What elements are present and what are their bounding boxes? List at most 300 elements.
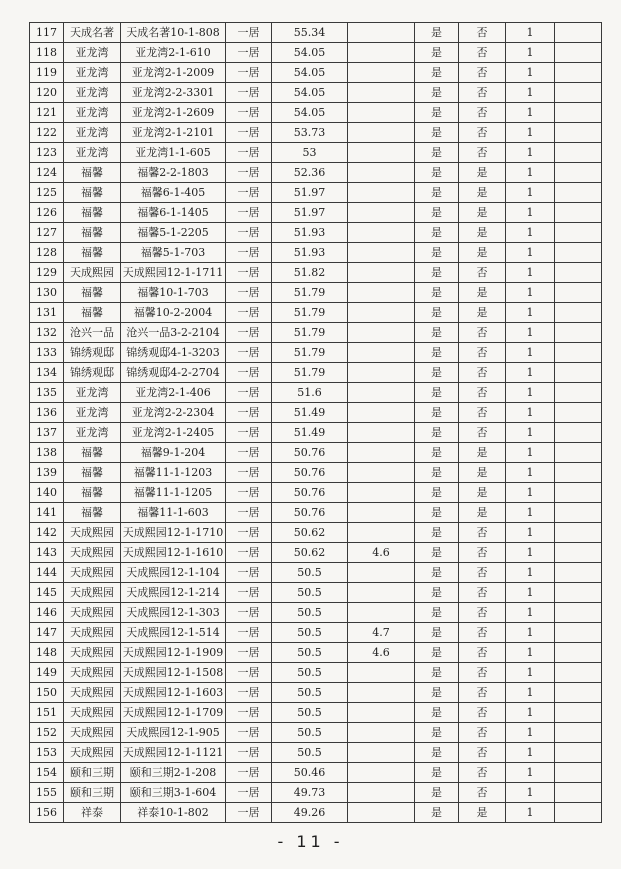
cell-index: 124 xyxy=(30,163,64,183)
cell-area: 51.97 xyxy=(272,203,348,223)
cell-flag-b: 否 xyxy=(459,783,506,803)
table-row xyxy=(30,103,602,123)
cell-layout: 一居 xyxy=(226,803,272,823)
cell-area: 51.79 xyxy=(272,323,348,343)
cell-index: 146 xyxy=(30,603,64,623)
cell-community: 亚龙湾 xyxy=(64,383,121,403)
cell-note xyxy=(555,743,602,763)
cell-unit: 天成熙园12-1-1909 xyxy=(121,643,226,663)
table-row xyxy=(30,323,602,343)
cell-note xyxy=(555,463,602,483)
cell-flag-b: 否 xyxy=(459,763,506,783)
cell-flag-a: 是 xyxy=(415,343,459,363)
cell-layout: 一居 xyxy=(226,383,272,403)
cell-community: 亚龙湾 xyxy=(64,403,121,423)
cell-flag-b: 否 xyxy=(459,683,506,703)
cell-area: 54.05 xyxy=(272,83,348,103)
cell-count: 1 xyxy=(506,103,555,123)
cell-count: 1 xyxy=(506,763,555,783)
cell-flag-b: 否 xyxy=(459,343,506,363)
cell-community: 福馨 xyxy=(64,223,121,243)
cell-flag-a: 是 xyxy=(415,403,459,423)
cell-layout: 一居 xyxy=(226,303,272,323)
cell-layout: 一居 xyxy=(226,163,272,183)
cell-flag-a: 是 xyxy=(415,583,459,603)
cell-index: 135 xyxy=(30,383,64,403)
cell-flag-b: 否 xyxy=(459,643,506,663)
cell-community: 天成熙园 xyxy=(64,583,121,603)
cell-layout: 一居 xyxy=(226,483,272,503)
cell-extra xyxy=(348,463,415,483)
cell-unit: 福馨5-1-703 xyxy=(121,243,226,263)
table-row xyxy=(30,743,602,763)
cell-flag-b: 否 xyxy=(459,403,506,423)
cell-extra xyxy=(348,703,415,723)
cell-note xyxy=(555,643,602,663)
cell-flag-b: 是 xyxy=(459,303,506,323)
cell-note xyxy=(555,683,602,703)
cell-layout: 一居 xyxy=(226,263,272,283)
table-row xyxy=(30,603,602,623)
cell-index: 154 xyxy=(30,763,64,783)
cell-note xyxy=(555,483,602,503)
cell-index: 121 xyxy=(30,103,64,123)
cell-flag-b: 否 xyxy=(459,83,506,103)
cell-extra xyxy=(348,263,415,283)
cell-layout: 一居 xyxy=(226,203,272,223)
cell-flag-b: 否 xyxy=(459,523,506,543)
cell-extra xyxy=(348,323,415,343)
cell-area: 54.05 xyxy=(272,103,348,123)
cell-extra xyxy=(348,143,415,163)
cell-unit: 福馨2-2-1803 xyxy=(121,163,226,183)
cell-note xyxy=(555,343,602,363)
cell-layout: 一居 xyxy=(226,683,272,703)
cell-flag-a: 是 xyxy=(415,443,459,463)
cell-note xyxy=(555,703,602,723)
cell-extra xyxy=(348,23,415,43)
cell-flag-a: 是 xyxy=(415,543,459,563)
cell-extra: 4.6 xyxy=(348,643,415,663)
cell-flag-b: 否 xyxy=(459,703,506,723)
cell-unit: 亚龙湾2-2-2304 xyxy=(121,403,226,423)
cell-flag-a: 是 xyxy=(415,363,459,383)
cell-area: 50.76 xyxy=(272,443,348,463)
cell-index: 136 xyxy=(30,403,64,423)
cell-count: 1 xyxy=(506,83,555,103)
cell-count: 1 xyxy=(506,603,555,623)
cell-extra xyxy=(348,503,415,523)
cell-unit: 福馨11-1-603 xyxy=(121,503,226,523)
cell-count: 1 xyxy=(506,443,555,463)
cell-flag-a: 是 xyxy=(415,283,459,303)
cell-index: 126 xyxy=(30,203,64,223)
cell-area: 51.6 xyxy=(272,383,348,403)
cell-extra xyxy=(348,443,415,463)
cell-note xyxy=(555,183,602,203)
cell-flag-b: 否 xyxy=(459,63,506,83)
cell-index: 152 xyxy=(30,723,64,743)
cell-count: 1 xyxy=(506,123,555,143)
table-row xyxy=(30,803,602,823)
cell-flag-a: 是 xyxy=(415,383,459,403)
cell-flag-a: 是 xyxy=(415,503,459,523)
cell-flag-b: 否 xyxy=(459,603,506,623)
cell-area: 50.5 xyxy=(272,643,348,663)
cell-flag-a: 是 xyxy=(415,163,459,183)
cell-unit: 天成熙园12-1-1603 xyxy=(121,683,226,703)
cell-count: 1 xyxy=(506,303,555,323)
cell-layout: 一居 xyxy=(226,443,272,463)
cell-unit: 天成熙园12-1-514 xyxy=(121,623,226,643)
cell-unit: 颐和三期2-1-208 xyxy=(121,763,226,783)
table-row xyxy=(30,663,602,683)
cell-flag-a: 是 xyxy=(415,663,459,683)
cell-unit: 锦绣观邸4-1-3203 xyxy=(121,343,226,363)
cell-extra xyxy=(348,483,415,503)
table-row xyxy=(30,203,602,223)
cell-layout: 一居 xyxy=(226,343,272,363)
table-row xyxy=(30,63,602,83)
table-row xyxy=(30,403,602,423)
cell-unit: 天成熙园12-1-104 xyxy=(121,563,226,583)
cell-count: 1 xyxy=(506,543,555,563)
cell-unit: 天成熙园12-1-905 xyxy=(121,723,226,743)
cell-community: 福馨 xyxy=(64,243,121,263)
cell-index: 120 xyxy=(30,83,64,103)
table-row xyxy=(30,123,602,143)
cell-unit: 天成熙园12-1-214 xyxy=(121,583,226,603)
cell-community: 亚龙湾 xyxy=(64,123,121,143)
cell-note xyxy=(555,623,602,643)
table-body xyxy=(30,23,602,823)
cell-flag-b: 否 xyxy=(459,23,506,43)
cell-unit: 亚龙湾1-1-605 xyxy=(121,143,226,163)
cell-flag-a: 是 xyxy=(415,563,459,583)
cell-count: 1 xyxy=(506,63,555,83)
cell-note xyxy=(555,143,602,163)
cell-area: 50.5 xyxy=(272,663,348,683)
cell-count: 1 xyxy=(506,283,555,303)
table-row xyxy=(30,83,602,103)
cell-extra xyxy=(348,183,415,203)
table-row xyxy=(30,343,602,363)
cell-flag-a: 是 xyxy=(415,603,459,623)
cell-extra xyxy=(348,363,415,383)
cell-count: 1 xyxy=(506,683,555,703)
cell-unit: 福馨9-1-204 xyxy=(121,443,226,463)
cell-flag-a: 是 xyxy=(415,263,459,283)
cell-extra xyxy=(348,683,415,703)
cell-layout: 一居 xyxy=(226,103,272,123)
cell-note xyxy=(555,403,602,423)
cell-flag-a: 是 xyxy=(415,643,459,663)
cell-unit: 亚龙湾2-1-406 xyxy=(121,383,226,403)
cell-flag-a: 是 xyxy=(415,783,459,803)
cell-community: 亚龙湾 xyxy=(64,83,121,103)
cell-extra xyxy=(348,603,415,623)
table-row xyxy=(30,43,602,63)
cell-flag-b: 否 xyxy=(459,143,506,163)
cell-flag-a: 是 xyxy=(415,483,459,503)
cell-extra xyxy=(348,423,415,443)
cell-index: 122 xyxy=(30,123,64,143)
cell-flag-a: 是 xyxy=(415,743,459,763)
cell-extra xyxy=(348,283,415,303)
cell-flag-b: 是 xyxy=(459,203,506,223)
cell-index: 149 xyxy=(30,663,64,683)
cell-flag-a: 是 xyxy=(415,223,459,243)
cell-layout: 一居 xyxy=(226,283,272,303)
cell-count: 1 xyxy=(506,703,555,723)
cell-extra xyxy=(348,63,415,83)
table-row xyxy=(30,523,602,543)
cell-count: 1 xyxy=(506,163,555,183)
cell-count: 1 xyxy=(506,43,555,63)
table-row xyxy=(30,23,602,43)
cell-layout: 一居 xyxy=(226,623,272,643)
cell-unit: 天成熙园12-1-1508 xyxy=(121,663,226,683)
cell-unit: 亚龙湾2-1-2405 xyxy=(121,423,226,443)
cell-unit: 天成熙园12-1-1711 xyxy=(121,263,226,283)
cell-flag-b: 否 xyxy=(459,263,506,283)
cell-area: 50.76 xyxy=(272,463,348,483)
cell-flag-a: 是 xyxy=(415,303,459,323)
cell-community: 福馨 xyxy=(64,443,121,463)
cell-unit: 福馨11-1-1205 xyxy=(121,483,226,503)
cell-count: 1 xyxy=(506,723,555,743)
table-row xyxy=(30,283,602,303)
cell-index: 140 xyxy=(30,483,64,503)
cell-note xyxy=(555,223,602,243)
cell-layout: 一居 xyxy=(226,583,272,603)
table-row xyxy=(30,483,602,503)
cell-flag-a: 是 xyxy=(415,23,459,43)
cell-flag-b: 否 xyxy=(459,363,506,383)
cell-index: 138 xyxy=(30,443,64,463)
cell-flag-b: 否 xyxy=(459,583,506,603)
cell-count: 1 xyxy=(506,503,555,523)
cell-flag-b: 是 xyxy=(459,483,506,503)
cell-flag-b: 是 xyxy=(459,443,506,463)
cell-community: 颐和三期 xyxy=(64,783,121,803)
cell-area: 51.79 xyxy=(272,363,348,383)
cell-layout: 一居 xyxy=(226,523,272,543)
cell-layout: 一居 xyxy=(226,563,272,583)
cell-index: 134 xyxy=(30,363,64,383)
cell-community: 天成熙园 xyxy=(64,263,121,283)
cell-note xyxy=(555,203,602,223)
cell-note xyxy=(555,723,602,743)
cell-extra xyxy=(348,243,415,263)
cell-count: 1 xyxy=(506,643,555,663)
cell-count: 1 xyxy=(506,343,555,363)
cell-extra: 4.6 xyxy=(348,543,415,563)
table-row xyxy=(30,703,602,723)
table-row xyxy=(30,563,602,583)
cell-area: 51.79 xyxy=(272,303,348,323)
cell-note xyxy=(555,523,602,543)
table-row xyxy=(30,623,602,643)
cell-layout: 一居 xyxy=(226,603,272,623)
cell-area: 51.79 xyxy=(272,283,348,303)
cell-index: 132 xyxy=(30,323,64,343)
cell-area: 51.82 xyxy=(272,263,348,283)
cell-count: 1 xyxy=(506,223,555,243)
cell-extra xyxy=(348,383,415,403)
cell-layout: 一居 xyxy=(226,223,272,243)
cell-unit: 天成熙园12-1-1709 xyxy=(121,703,226,723)
cell-area: 50.5 xyxy=(272,603,348,623)
cell-layout: 一居 xyxy=(226,123,272,143)
cell-note xyxy=(555,583,602,603)
cell-area: 53.73 xyxy=(272,123,348,143)
cell-flag-a: 是 xyxy=(415,463,459,483)
cell-note xyxy=(555,363,602,383)
table-row xyxy=(30,723,602,743)
cell-flag-a: 是 xyxy=(415,323,459,343)
cell-area: 49.73 xyxy=(272,783,348,803)
cell-flag-b: 是 xyxy=(459,243,506,263)
cell-note xyxy=(555,663,602,683)
cell-area: 51.97 xyxy=(272,183,348,203)
cell-community: 祥泰 xyxy=(64,803,121,823)
cell-index: 145 xyxy=(30,583,64,603)
cell-community: 天成熙园 xyxy=(64,523,121,543)
cell-area: 50.62 xyxy=(272,523,348,543)
cell-area: 50.76 xyxy=(272,503,348,523)
cell-community: 亚龙湾 xyxy=(64,143,121,163)
cell-count: 1 xyxy=(506,483,555,503)
cell-extra xyxy=(348,103,415,123)
cell-index: 118 xyxy=(30,43,64,63)
cell-area: 51.49 xyxy=(272,403,348,423)
cell-flag-b: 是 xyxy=(459,163,506,183)
cell-index: 130 xyxy=(30,283,64,303)
cell-index: 141 xyxy=(30,503,64,523)
cell-note xyxy=(555,123,602,143)
cell-community: 福馨 xyxy=(64,203,121,223)
cell-flag-b: 否 xyxy=(459,423,506,443)
cell-unit: 天成熙园12-1-303 xyxy=(121,603,226,623)
cell-layout: 一居 xyxy=(226,63,272,83)
cell-area: 49.26 xyxy=(272,803,348,823)
cell-layout: 一居 xyxy=(226,363,272,383)
cell-extra xyxy=(348,723,415,743)
cell-unit: 福馨11-1-1203 xyxy=(121,463,226,483)
cell-note xyxy=(555,803,602,823)
table-row xyxy=(30,143,602,163)
cell-index: 142 xyxy=(30,523,64,543)
cell-community: 天成熙园 xyxy=(64,663,121,683)
cell-layout: 一居 xyxy=(226,143,272,163)
table-row xyxy=(30,423,602,443)
cell-note xyxy=(555,383,602,403)
cell-community: 锦绣观邸 xyxy=(64,363,121,383)
cell-layout: 一居 xyxy=(226,503,272,523)
cell-unit: 亚龙湾2-2-3301 xyxy=(121,83,226,103)
cell-count: 1 xyxy=(506,623,555,643)
cell-layout: 一居 xyxy=(226,43,272,63)
cell-note xyxy=(555,323,602,343)
housing-table xyxy=(29,22,602,823)
cell-count: 1 xyxy=(506,263,555,283)
cell-unit: 祥泰10-1-802 xyxy=(121,803,226,823)
cell-community: 福馨 xyxy=(64,463,121,483)
cell-index: 148 xyxy=(30,643,64,663)
cell-flag-a: 是 xyxy=(415,623,459,643)
cell-count: 1 xyxy=(506,783,555,803)
cell-flag-a: 是 xyxy=(415,763,459,783)
cell-flag-b: 否 xyxy=(459,103,506,123)
cell-index: 143 xyxy=(30,543,64,563)
cell-flag-a: 是 xyxy=(415,143,459,163)
cell-count: 1 xyxy=(506,203,555,223)
cell-extra xyxy=(348,583,415,603)
cell-unit: 沧兴一品3-2-2104 xyxy=(121,323,226,343)
cell-count: 1 xyxy=(506,583,555,603)
cell-extra xyxy=(348,783,415,803)
cell-flag-b: 否 xyxy=(459,723,506,743)
cell-layout: 一居 xyxy=(226,723,272,743)
cell-area: 50.5 xyxy=(272,563,348,583)
cell-unit: 亚龙湾2-1-2101 xyxy=(121,123,226,143)
cell-layout: 一居 xyxy=(226,663,272,683)
cell-unit: 福馨5-1-2205 xyxy=(121,223,226,243)
cell-index: 153 xyxy=(30,743,64,763)
table-row xyxy=(30,443,602,463)
cell-extra xyxy=(348,223,415,243)
cell-extra xyxy=(348,123,415,143)
cell-community: 亚龙湾 xyxy=(64,103,121,123)
cell-flag-b: 否 xyxy=(459,563,506,583)
cell-unit: 颐和三期3-1-604 xyxy=(121,783,226,803)
cell-index: 119 xyxy=(30,63,64,83)
cell-note xyxy=(555,63,602,83)
cell-layout: 一居 xyxy=(226,183,272,203)
table-row xyxy=(30,643,602,663)
cell-layout: 一居 xyxy=(226,323,272,343)
cell-note xyxy=(555,783,602,803)
cell-flag-b: 否 xyxy=(459,123,506,143)
cell-count: 1 xyxy=(506,423,555,443)
cell-note xyxy=(555,423,602,443)
cell-layout: 一居 xyxy=(226,703,272,723)
cell-community: 福馨 xyxy=(64,483,121,503)
cell-index: 129 xyxy=(30,263,64,283)
cell-layout: 一居 xyxy=(226,243,272,263)
cell-extra xyxy=(348,743,415,763)
cell-community: 天成熙园 xyxy=(64,543,121,563)
cell-community: 天成熙园 xyxy=(64,683,121,703)
cell-layout: 一居 xyxy=(226,463,272,483)
cell-index: 127 xyxy=(30,223,64,243)
cell-extra: 4.7 xyxy=(348,623,415,643)
cell-flag-a: 是 xyxy=(415,203,459,223)
cell-flag-b: 是 xyxy=(459,283,506,303)
table-row xyxy=(30,583,602,603)
cell-note xyxy=(555,443,602,463)
table-row xyxy=(30,163,602,183)
table-row xyxy=(30,183,602,203)
cell-area: 50.62 xyxy=(272,543,348,563)
cell-flag-a: 是 xyxy=(415,183,459,203)
cell-unit: 亚龙湾2-1-2009 xyxy=(121,63,226,83)
cell-note xyxy=(555,103,602,123)
cell-flag-a: 是 xyxy=(415,103,459,123)
cell-flag-a: 是 xyxy=(415,703,459,723)
cell-flag-b: 否 xyxy=(459,323,506,343)
